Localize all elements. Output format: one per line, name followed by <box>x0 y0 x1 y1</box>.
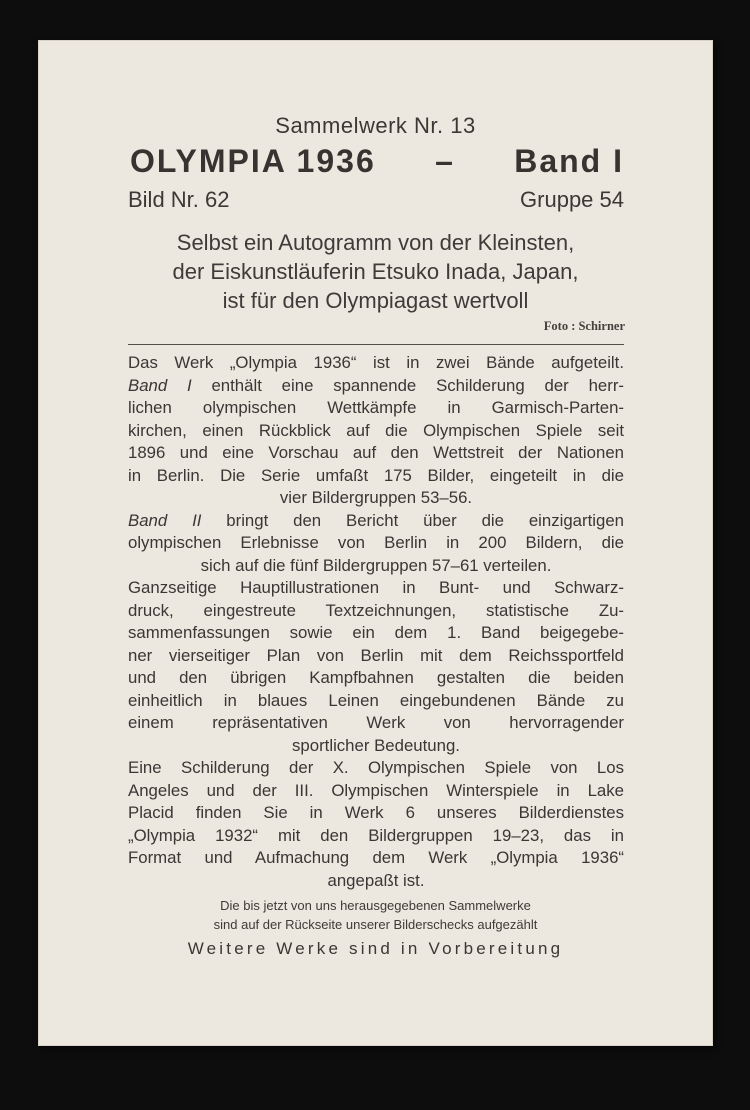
body-line: sich auf die fünf Bildergruppen 57–61 verteilen. <box>200 555 552 575</box>
title-dash: – <box>435 143 455 179</box>
body-line: lichen olympischen Wettkämpfe in Garmisch-Parten- <box>128 398 624 417</box>
description-text <box>128 352 624 892</box>
picture-number: Bild Nr. 62 <box>128 187 230 212</box>
divider-rule <box>128 344 624 345</box>
notice-line-1: Die bis jetzt von uns herausgegebenen Sammelwerke <box>220 898 531 913</box>
more-works-note: Weitere Werke sind in Vorbereitung <box>187 939 564 958</box>
caption-line-3: ist für den Olympiagast wertvoll <box>222 288 529 313</box>
body-line: in Berlin. Die Serie umfaßt 175 Bilder, eingeteilt in die <box>128 465 624 485</box>
series-number: Sammelwerk Nr. 13 <box>275 113 476 138</box>
body-line: und den übrigen Kampfbahnen gestalten die beiden <box>128 668 624 687</box>
caption-line-1: Selbst ein Autogramm von der Kleinsten, <box>176 230 575 255</box>
group-number: Gruppe 54 <box>520 187 624 212</box>
collector-card-back <box>38 40 713 1046</box>
body-line <box>128 375 624 398</box>
body-line: „Olympia 1932“ mit den Bildergruppen 19–23, das in <box>128 825 624 845</box>
body-line: olympischen Erlebnisse von Berlin in 200 Bildern, die <box>128 533 624 552</box>
body-line: Das Werk „Olympia 1936“ ist in zwei Bände aufgeteilt. <box>128 353 624 372</box>
notice-line-2: sind auf der Rückseite unserer Bilderschecks aufgezählt <box>213 917 538 932</box>
body-line: sammenfassungen sowie ein dem 1. Band beigegebe- <box>128 623 624 642</box>
body-line <box>128 510 624 533</box>
body-line: Ganzseitige Hauptillustrationen in Bunt- und Schwarz- <box>128 578 624 597</box>
body-line: kirchen, einen Rückblick auf die Olympischen Spiele seit <box>128 420 624 440</box>
title-band: Band I <box>514 143 624 179</box>
body-line: einheitlich in blaues Leinen eingebundenen Bände zu <box>128 690 624 710</box>
band-two-label: Band II <box>128 510 202 530</box>
body-line: Angeles und der III. Olympischen Winterspiele in Lake <box>128 780 624 800</box>
body-line: Placid finden Sie in Werk 6 unseres Bilderdienstes <box>128 803 624 822</box>
title-olympia: OLYMPIA 1936 <box>130 143 376 179</box>
body-line-text: enthält eine spannende Schilderung der herr- <box>191 375 624 395</box>
body-line: ner vierseitiger Plan von Berlin mit dem Reichssportfeld <box>128 645 624 665</box>
body-line: sportlicher Bedeutung. <box>292 735 460 755</box>
card-title <box>130 143 624 180</box>
caption-line-2: der Eiskunstläuferin Etsuko Inada, Japan, <box>172 259 579 284</box>
body-line: druck, eingestreute Textzeichnungen, statistische Zu- <box>128 600 624 620</box>
body-line: vier Bildergruppen 53–56. <box>279 488 473 507</box>
body-line: Format und Aufmachung dem Werk „Olympia 1936“ <box>128 848 624 867</box>
body-line: angepaßt ist. <box>327 870 425 890</box>
body-line-text: bringt den Bericht über die einzigartigen <box>201 510 624 530</box>
body-line: Eine Schilderung der X. Olympischen Spiele von Los <box>128 758 624 777</box>
body-line: 1896 und eine Vorschau auf den Wettstreit der Nationen <box>128 443 624 462</box>
band-one-label: Band I <box>128 375 192 395</box>
picture-info-row <box>128 187 624 213</box>
body-line: einem repräsentativen Werk von hervorragender <box>128 713 624 732</box>
photo-credit: Foto : Schirner <box>543 319 625 333</box>
